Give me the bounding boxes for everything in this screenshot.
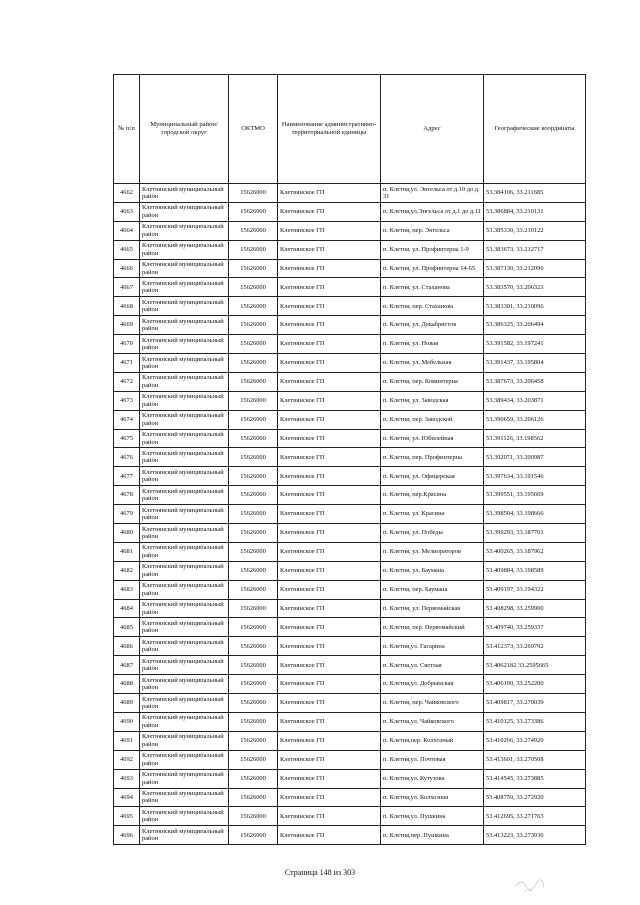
table-row xyxy=(114,354,586,373)
row-address: п. Клетня, ул. Профинтерна 14-65 xyxy=(381,259,484,278)
row-address: п. Клетня, пер. Энгельса xyxy=(381,221,484,240)
row-unit: Клетнянское ГП xyxy=(278,694,381,713)
row-address: п. Клетня,ул. Энгельса от д.10 до д. 31 xyxy=(381,184,484,203)
row-number: 4675 xyxy=(114,429,140,448)
row-municipality: Клетнянский муниципальный район xyxy=(140,542,229,561)
table-row xyxy=(114,750,586,769)
row-number: 4666 xyxy=(114,259,140,278)
row-oktmo: 15626000 xyxy=(229,731,278,750)
row-address: п. Клетня, ул. Красина xyxy=(381,505,484,524)
row-number: 4695 xyxy=(114,807,140,826)
row-oktmo: 15626000 xyxy=(229,335,278,354)
row-oktmo: 15626000 xyxy=(229,448,278,467)
row-address: п. Клетня,ул. Добрынская xyxy=(381,675,484,694)
row-unit: Клетнянское ГП xyxy=(278,580,381,599)
row-unit: Клетнянское ГП xyxy=(278,769,381,788)
table-row xyxy=(114,391,586,410)
row-unit: Клетнянское ГП xyxy=(278,712,381,731)
row-municipality: Клетнянский муниципальный район xyxy=(140,486,229,505)
row-number: 4672 xyxy=(114,372,140,391)
row-address: п. Клетня, пер. Первомайский xyxy=(381,618,484,637)
row-number: 4668 xyxy=(114,297,140,316)
row-unit: Клетнянское ГП xyxy=(278,429,381,448)
row-address: п. Клетня,ул. Кутузова xyxy=(381,769,484,788)
row-oktmo: 15626000 xyxy=(229,391,278,410)
row-municipality: Клетнянский муниципальный район xyxy=(140,524,229,543)
row-address: п. Клетня, ул. Заводская xyxy=(381,391,484,410)
header-municipality: Муниципальный район/городской округ xyxy=(140,75,229,184)
row-coordinates: 53.399293, 33.187701 xyxy=(484,524,586,543)
row-oktmo: 15626000 xyxy=(229,486,278,505)
row-number: 4677 xyxy=(114,467,140,486)
row-oktmo: 15626000 xyxy=(229,184,278,203)
row-coordinates: 53.4062182 33.2595665 xyxy=(484,656,586,675)
header-oktmo: ОКТМО xyxy=(229,75,278,184)
row-oktmo: 15626000 xyxy=(229,599,278,618)
row-oktmo: 15626000 xyxy=(229,561,278,580)
row-unit: Клетнянское ГП xyxy=(278,675,381,694)
row-number: 4692 xyxy=(114,750,140,769)
row-municipality: Клетнянский муниципальный район xyxy=(140,316,229,335)
table-row xyxy=(114,580,586,599)
row-oktmo: 15626000 xyxy=(229,259,278,278)
row-municipality: Клетнянский муниципальный район xyxy=(140,694,229,713)
row-number: 4687 xyxy=(114,656,140,675)
table-row xyxy=(114,712,586,731)
row-unit: Клетнянское ГП xyxy=(278,731,381,750)
row-unit: Клетнянское ГП xyxy=(278,391,381,410)
row-number: 4678 xyxy=(114,486,140,505)
row-coordinates: 53.384106, 33.211685 xyxy=(484,184,586,203)
row-municipality: Клетнянский муниципальный район xyxy=(140,297,229,316)
row-number: 4664 xyxy=(114,221,140,240)
table-row xyxy=(114,202,586,221)
row-number: 4693 xyxy=(114,769,140,788)
row-municipality: Клетнянский муниципальный район xyxy=(140,221,229,240)
row-number: 4669 xyxy=(114,316,140,335)
row-number: 4665 xyxy=(114,240,140,259)
row-unit: Клетнянское ГП xyxy=(278,542,381,561)
row-coordinates: 53.412695, 33.271763 xyxy=(484,807,586,826)
row-unit: Клетнянское ГП xyxy=(278,297,381,316)
row-coordinates: 53.400265, 33.187962 xyxy=(484,542,586,561)
row-coordinates: 53.408759, 33.272920 xyxy=(484,788,586,807)
row-oktmo: 15626000 xyxy=(229,712,278,731)
row-municipality: Клетнянский муниципальный район xyxy=(140,750,229,769)
row-address: п. Клетня, ул. Юбилейная xyxy=(381,429,484,448)
row-number: 4694 xyxy=(114,788,140,807)
row-unit: Клетнянское ГП xyxy=(278,316,381,335)
row-oktmo: 15626000 xyxy=(229,694,278,713)
row-number: 4674 xyxy=(114,410,140,429)
row-unit: Клетнянское ГП xyxy=(278,335,381,354)
row-unit: Клетнянское ГП xyxy=(278,240,381,259)
row-address: п. Клетня, ул. Профинтерна 1-9 xyxy=(381,240,484,259)
row-number: 4673 xyxy=(114,391,140,410)
row-number: 4670 xyxy=(114,335,140,354)
row-number: 4682 xyxy=(114,561,140,580)
row-oktmo: 15626000 xyxy=(229,221,278,240)
row-number: 4681 xyxy=(114,542,140,561)
row-address: п. Клетня, пер. Баумана xyxy=(381,580,484,599)
header-num: № п/п xyxy=(114,75,140,184)
row-oktmo: 15626000 xyxy=(229,750,278,769)
table-row xyxy=(114,675,586,694)
row-number: 4662 xyxy=(114,184,140,203)
row-municipality: Клетнянский муниципальный район xyxy=(140,505,229,524)
row-municipality: Клетнянский муниципальный район xyxy=(140,826,229,845)
row-municipality: Клетнянский муниципальный район xyxy=(140,807,229,826)
table-row xyxy=(114,599,586,618)
row-address: п. Клетня,ул. Чайковского xyxy=(381,712,484,731)
row-unit: Клетнянское ГП xyxy=(278,637,381,656)
table-row xyxy=(114,448,586,467)
row-oktmo: 15626000 xyxy=(229,429,278,448)
row-municipality: Клетнянский муниципальный район xyxy=(140,259,229,278)
row-coordinates: 53.409817, 33.270039 xyxy=(484,694,586,713)
pen-mark-decoration xyxy=(512,856,548,896)
row-number: 4689 xyxy=(114,694,140,713)
table-row xyxy=(114,694,586,713)
row-unit: Клетнянское ГП xyxy=(278,486,381,505)
row-oktmo: 15626000 xyxy=(229,826,278,845)
row-number: 4667 xyxy=(114,278,140,297)
row-oktmo: 15626000 xyxy=(229,542,278,561)
row-number: 4686 xyxy=(114,637,140,656)
row-coordinates: 53.390659, 33.206126 xyxy=(484,410,586,429)
row-address: п. Клетня, пер. Коминтерна xyxy=(381,372,484,391)
table-row xyxy=(114,637,586,656)
table-row xyxy=(114,335,586,354)
row-municipality: Клетнянский муниципальный район xyxy=(140,618,229,637)
row-coordinates: 53.386325, 33.206494 xyxy=(484,316,586,335)
table-row xyxy=(114,184,586,203)
row-coordinates: 53.413601, 33.270508 xyxy=(484,750,586,769)
row-unit: Клетнянское ГП xyxy=(278,354,381,373)
row-municipality: Клетнянский муниципальный район xyxy=(140,240,229,259)
row-coordinates: 53.409884, 33.198589 xyxy=(484,561,586,580)
row-municipality: Клетнянский муниципальный район xyxy=(140,712,229,731)
row-municipality: Клетнянский муниципальный район xyxy=(140,278,229,297)
row-address: п. Клетня, ул. Офицерская xyxy=(381,467,484,486)
row-municipality: Клетнянский муниципальный район xyxy=(140,410,229,429)
row-address: п. Клетня, ул. Новая xyxy=(381,335,484,354)
row-unit: Клетнянское ГП xyxy=(278,410,381,429)
row-municipality: Клетнянский муниципальный район xyxy=(140,448,229,467)
row-coordinates: 53.391437, 33.195804 xyxy=(484,354,586,373)
row-unit: Клетнянское ГП xyxy=(278,259,381,278)
row-oktmo: 15626000 xyxy=(229,202,278,221)
row-oktmo: 15626000 xyxy=(229,788,278,807)
row-number: 4691 xyxy=(114,731,140,750)
row-address: п. Клетня,ул. Почтовая xyxy=(381,750,484,769)
table-row xyxy=(114,486,586,505)
row-coordinates: 53.392071, 33.200987 xyxy=(484,448,586,467)
table-row xyxy=(114,467,586,486)
table-row xyxy=(114,221,586,240)
row-municipality: Клетнянский муниципальный район xyxy=(140,202,229,221)
table-header-row xyxy=(114,75,586,184)
row-municipality: Клетнянский муниципальный район xyxy=(140,354,229,373)
table-row xyxy=(114,505,586,524)
row-oktmo: 15626000 xyxy=(229,618,278,637)
row-unit: Клетнянское ГП xyxy=(278,750,381,769)
row-unit: Клетнянское ГП xyxy=(278,618,381,637)
table-row xyxy=(114,316,586,335)
row-address: п. Клетня, ул. Стаханова xyxy=(381,278,484,297)
row-oktmo: 15626000 xyxy=(229,524,278,543)
row-address: п. Клетня, ул. Баумана xyxy=(381,561,484,580)
row-coordinates: 53.409197, 33.194322 xyxy=(484,580,586,599)
row-coordinates: 53.410125, 33.273386 xyxy=(484,712,586,731)
row-coordinates: 53.385330, 33.210122 xyxy=(484,221,586,240)
address-coordinates-table xyxy=(113,74,586,845)
header-coords: Географические координаты xyxy=(484,75,586,184)
table-row xyxy=(114,278,586,297)
row-oktmo: 15626000 xyxy=(229,354,278,373)
row-coordinates: 53.412373, 33.269792 xyxy=(484,637,586,656)
table-row xyxy=(114,807,586,826)
row-coordinates: 53.414545, 33.273885 xyxy=(484,769,586,788)
row-coordinates: 53.387673, 33.206458 xyxy=(484,372,586,391)
row-municipality: Клетнянский муниципальный район xyxy=(140,429,229,448)
row-municipality: Клетнянский муниципальный район xyxy=(140,788,229,807)
row-oktmo: 15626000 xyxy=(229,637,278,656)
row-coordinates: 53.410266, 33.274920 xyxy=(484,731,586,750)
row-coordinates: 53.391126, 33.198562 xyxy=(484,429,586,448)
row-municipality: Клетнянский муниципальный район xyxy=(140,391,229,410)
row-municipality: Клетнянский муниципальный район xyxy=(140,637,229,656)
row-address: п. Клетня,ул. Пушкина xyxy=(381,807,484,826)
row-oktmo: 15626000 xyxy=(229,656,278,675)
row-unit: Клетнянское ГП xyxy=(278,202,381,221)
row-coordinates: 53.383570, 33.206323 xyxy=(484,278,586,297)
row-address: п. Клетня, ул. Первомайская xyxy=(381,599,484,618)
table-body xyxy=(114,184,586,845)
row-municipality: Клетнянский муниципальный район xyxy=(140,656,229,675)
row-oktmo: 15626000 xyxy=(229,372,278,391)
row-oktmo: 15626000 xyxy=(229,316,278,335)
header-address: Адрес xyxy=(381,75,484,184)
table-row xyxy=(114,561,586,580)
row-municipality: Клетнянский муниципальный район xyxy=(140,467,229,486)
row-number: 4685 xyxy=(114,618,140,637)
row-unit: Клетнянское ГП xyxy=(278,599,381,618)
table-row xyxy=(114,410,586,429)
table-row xyxy=(114,542,586,561)
row-address: п. Клетня,пер. Колхозный xyxy=(381,731,484,750)
row-unit: Клетнянское ГП xyxy=(278,467,381,486)
page-number: Страница 148 из 303 xyxy=(284,868,356,877)
row-coordinates: 53.408298, 33.259900 xyxy=(484,599,586,618)
table-row xyxy=(114,240,586,259)
row-unit: Клетнянское ГП xyxy=(278,807,381,826)
row-oktmo: 15626000 xyxy=(229,580,278,599)
row-address: п. Клетня, пер.Красина xyxy=(381,486,484,505)
row-municipality: Клетнянский муниципальный район xyxy=(140,335,229,354)
row-unit: Клетнянское ГП xyxy=(278,788,381,807)
row-number: 4680 xyxy=(114,524,140,543)
row-unit: Клетнянское ГП xyxy=(278,505,381,524)
row-address: п. Клетня,ул. Гагарина xyxy=(381,637,484,656)
row-municipality: Клетнянский муниципальный район xyxy=(140,769,229,788)
row-municipality: Клетнянский муниципальный район xyxy=(140,561,229,580)
row-coordinates: 53.399551, 33.195669 xyxy=(484,486,586,505)
row-municipality: Клетнянский муниципальный район xyxy=(140,184,229,203)
row-number: 4690 xyxy=(114,712,140,731)
row-number: 4683 xyxy=(114,580,140,599)
table-row xyxy=(114,731,586,750)
table-row xyxy=(114,826,586,845)
row-unit: Клетнянское ГП xyxy=(278,826,381,845)
row-municipality: Клетнянский муниципальный район xyxy=(140,731,229,750)
row-municipality: Клетнянский муниципальный район xyxy=(140,675,229,694)
row-unit: Клетнянское ГП xyxy=(278,221,381,240)
table-row xyxy=(114,618,586,637)
row-number: 4684 xyxy=(114,599,140,618)
row-municipality: Клетнянский муниципальный район xyxy=(140,599,229,618)
row-coordinates: 53.386884, 33.210131 xyxy=(484,202,586,221)
row-coordinates: 53.406100, 33.252200 xyxy=(484,675,586,694)
row-address: п. Клетня, ул. Декабристов xyxy=(381,316,484,335)
row-address: п. Клетня, ул. Мебельная xyxy=(381,354,484,373)
header-unit: Наименование административно-территориальной единицы xyxy=(278,75,381,184)
row-address: п. Клетня,ул. Светлая xyxy=(381,656,484,675)
table-row xyxy=(114,524,586,543)
row-unit: Клетнянское ГП xyxy=(278,524,381,543)
row-coordinates: 53.387130, 33.212090 xyxy=(484,259,586,278)
table-row xyxy=(114,297,586,316)
row-coordinates: 53.398504, 33.198666 xyxy=(484,505,586,524)
table-row xyxy=(114,372,586,391)
row-oktmo: 15626000 xyxy=(229,505,278,524)
row-coordinates: 53.389434, 33.203871 xyxy=(484,391,586,410)
row-address: п. Клетня,пер. Пушкина xyxy=(381,826,484,845)
row-number: 4671 xyxy=(114,354,140,373)
row-unit: Клетнянское ГП xyxy=(278,448,381,467)
row-address: п. Клетня, пер. Заводской xyxy=(381,410,484,429)
row-oktmo: 15626000 xyxy=(229,410,278,429)
row-unit: Клетнянское ГП xyxy=(278,278,381,297)
row-oktmo: 15626000 xyxy=(229,278,278,297)
row-unit: Клетнянское ГП xyxy=(278,184,381,203)
row-oktmo: 15626000 xyxy=(229,467,278,486)
row-unit: Клетнянское ГП xyxy=(278,656,381,675)
row-unit: Клетнянское ГП xyxy=(278,372,381,391)
row-oktmo: 15626000 xyxy=(229,240,278,259)
table-row xyxy=(114,656,586,675)
row-coordinates: 53.383673, 33.212717 xyxy=(484,240,586,259)
row-oktmo: 15626000 xyxy=(229,807,278,826)
row-oktmo: 15626000 xyxy=(229,297,278,316)
row-coordinates: 53.391582, 33.197241 xyxy=(484,335,586,354)
row-number: 4676 xyxy=(114,448,140,467)
row-number: 4688 xyxy=(114,675,140,694)
table-row xyxy=(114,788,586,807)
row-coordinates: 53.413223, 33.273936 xyxy=(484,826,586,845)
row-municipality: Клетнянский муниципальный район xyxy=(140,372,229,391)
row-address: п. Клетня, ул. Мелиораторов xyxy=(381,542,484,561)
row-address: п. Клетня, пер. Стаханова xyxy=(381,297,484,316)
row-number: 4696 xyxy=(114,826,140,845)
row-address: п. Клетня,ул.Энгельса от д.1 до д.11 xyxy=(381,202,484,221)
row-coordinates: 53.383301, 33.210096 xyxy=(484,297,586,316)
table-row xyxy=(114,259,586,278)
row-address: п. Клетня, пер. Профинтерна xyxy=(381,448,484,467)
table-row xyxy=(114,429,586,448)
row-coordinates: 53.397634, 33.191546 xyxy=(484,467,586,486)
row-municipality: Клетнянский муниципальный район xyxy=(140,580,229,599)
table-row xyxy=(114,769,586,788)
row-unit: Клетнянское ГП xyxy=(278,561,381,580)
row-oktmo: 15626000 xyxy=(229,675,278,694)
row-oktmo: 15626000 xyxy=(229,769,278,788)
row-address: п. Клетня, пер. Чайковского xyxy=(381,694,484,713)
row-number: 4663 xyxy=(114,202,140,221)
row-address: п. Клетня, ул. Победы xyxy=(381,524,484,543)
row-address: п. Клетня,ул. Колхозная xyxy=(381,788,484,807)
row-coordinates: 53.409740, 33.259337 xyxy=(484,618,586,637)
row-number: 4679 xyxy=(114,505,140,524)
